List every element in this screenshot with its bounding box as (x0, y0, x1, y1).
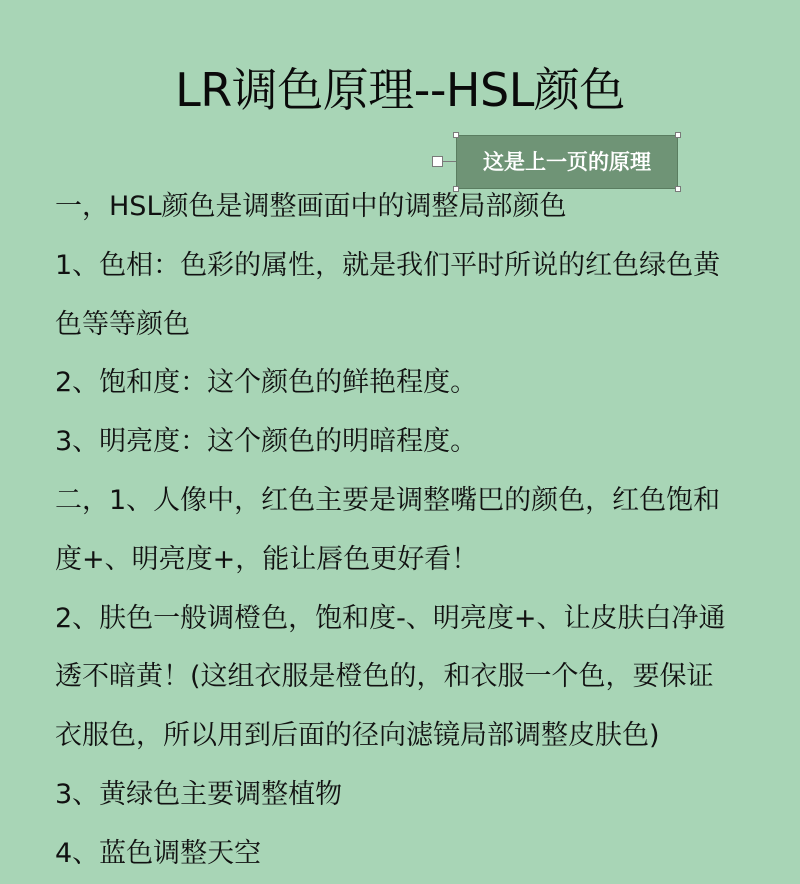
resize-handle-top-left[interactable] (453, 132, 459, 138)
page-title: LR调色原理--HSL颜色 (175, 63, 625, 117)
resize-handle-top-right[interactable] (675, 132, 681, 138)
text-line: 二，1、人像中，红色主要是调整嘴巴的颜色，红色饱和 (55, 484, 721, 516)
text-line: 4、蓝色调整天空 (55, 837, 262, 869)
text-line: 衣服色，所以用到后面的径向滤镜局部调整皮肤色) (55, 720, 660, 752)
text-line: 一，HSL颜色是调整画面中的调整局部颜色 (55, 191, 567, 222)
callout-anchor-handle[interactable] (432, 156, 443, 167)
text-line: 色等等颜色 (55, 308, 190, 340)
callout-connector-line (443, 161, 456, 162)
text-line: 2、饱和度：这个颜色的鲜艳程度。 (55, 367, 478, 399)
text-line: 1、色相：色彩的属性，就是我们平时所说的红色绿色黄 (55, 249, 721, 281)
body-text (55, 178, 765, 884)
text-line: 3、黄绿色主要调整植物 (55, 778, 343, 810)
text-line: 2、肤色一般调橙色，饱和度-、明亮度+、让皮肤白净通 (55, 602, 726, 634)
text-line: 透不暗黄！(这组衣服是橙色的，和衣服一个色，要保证 (55, 661, 714, 693)
text-line: 度+、明亮度+，能让唇色更好看！ (55, 543, 479, 575)
callout-label: 这是上一页的原理 (483, 150, 651, 174)
text-line: 3、明亮度：这个颜色的明暗程度。 (55, 426, 478, 458)
